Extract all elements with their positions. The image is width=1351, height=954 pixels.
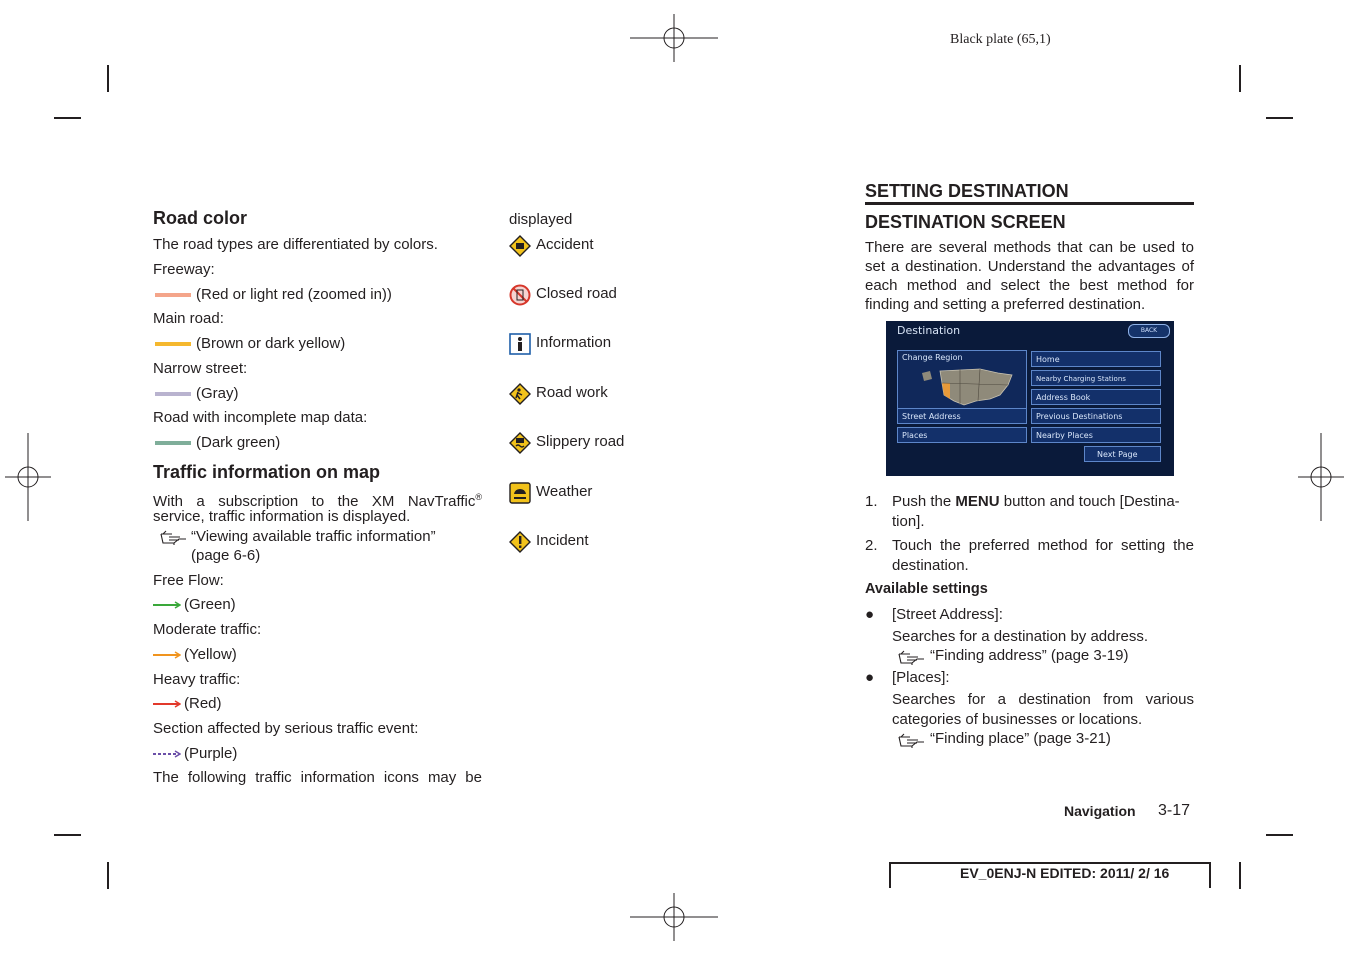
street-address-desc: Searches for a destination by address. — [892, 628, 1148, 645]
back-button: BACK — [1128, 324, 1170, 338]
moderate-desc: (Yellow) — [184, 646, 237, 663]
previous-destinations-button: Previous Destinations — [1031, 408, 1161, 424]
section-title: SETTING DESTINATION — [865, 181, 1069, 201]
heavy-desc: (Red) — [184, 695, 222, 712]
moderate-arrow-icon — [153, 651, 181, 659]
moderate-label: Moderate traffic: — [153, 621, 262, 638]
freeway-label: Freeway: — [153, 261, 215, 278]
home-button: Home — [1031, 351, 1161, 367]
bullet-2: ● — [865, 669, 875, 686]
accident-label: Accident — [536, 236, 594, 253]
incomplete-desc: (Dark green) — [196, 434, 281, 451]
weather-icon — [509, 482, 531, 504]
nearby-charging-button: Nearby Charging Stations — [1031, 370, 1161, 386]
destination-intro: There are several methods that can be used to set a destination. Understand the advantages of each method and select the best method for finding and setting a preferred destination. — [865, 239, 1194, 313]
freeway-swatch — [155, 293, 191, 297]
information-icon — [509, 333, 531, 355]
traffic-ref-line1: “Viewing available traffic information” — [191, 528, 436, 545]
places-desc-line1: Searches for a destination from various — [892, 691, 1194, 708]
narrow-street-label: Narrow street: — [153, 360, 248, 377]
edited-stamp: EV_0ENJ-N EDITED: 2011/ 2/ 16 — [960, 865, 1170, 881]
next-page-button: Next Page — [1084, 446, 1161, 462]
traffic-intro-text: With a subscription to the XM NavTraffic — [153, 493, 476, 510]
street-address-ref: “Finding address” (page 3-19) — [930, 647, 1129, 664]
road-work-label: Road work — [536, 384, 608, 401]
main-road-desc: (Brown or dark yellow) — [196, 335, 346, 352]
traffic-ref-line2: (page 6-6) — [191, 547, 261, 564]
road-color-intro: The road types are differentiated by colors. — [153, 236, 438, 253]
heavy-label: Heavy traffic: — [153, 671, 241, 688]
places-desc-line2: categories of businesses or locations. — [892, 711, 1143, 728]
places-ref: “Finding place” (page 3-21) — [930, 730, 1111, 747]
step-2-line1: Touch the preferred method for setting the — [892, 537, 1194, 554]
reference-hand-icon — [898, 733, 926, 749]
incident-label: Incident — [536, 532, 589, 549]
narrow-street-desc: (Gray) — [196, 385, 239, 402]
narrow-street-swatch — [155, 392, 191, 396]
menu-button-name: MENU — [955, 493, 1000, 510]
nearby-places-button: Nearby Places — [1031, 427, 1161, 443]
heavy-arrow-icon — [153, 700, 181, 708]
registration-mark-left — [5, 433, 51, 521]
registration-mark-right — [1298, 433, 1344, 521]
registration-mark-bottom — [630, 893, 718, 941]
step-1-number: 1. — [865, 493, 878, 510]
places-button: Places — [897, 427, 1027, 443]
change-region-map — [897, 350, 1027, 416]
traffic-heading: Traffic information on map — [153, 462, 381, 482]
incomplete-label: Road with incomplete map data: — [153, 409, 368, 426]
slippery-road-label: Slippery road — [536, 433, 625, 450]
main-road-label: Main road: — [153, 310, 224, 327]
step-1-text-c: button and touch [Destina- — [999, 493, 1180, 510]
step-2-number: 2. — [865, 537, 878, 554]
serious-arrow-icon — [153, 750, 181, 758]
available-settings-heading: Available settings — [865, 581, 988, 597]
freeway-desc: (Red or light red (zoomed in)) — [196, 286, 392, 303]
step-2-line2: destination. — [892, 557, 969, 574]
main-road-swatch — [155, 342, 191, 346]
serious-desc: (Purple) — [184, 745, 238, 762]
following-text: The following traffic information icons may be — [153, 769, 482, 786]
slippery-road-icon — [509, 432, 531, 454]
serious-label: Section affected by serious traffic event: — [153, 720, 419, 737]
page-number: 3-17 — [1158, 802, 1191, 819]
incomplete-swatch — [155, 441, 191, 445]
registered-mark: ® — [475, 492, 482, 502]
information-label: Information — [536, 334, 612, 351]
displayed-text: displayed — [509, 211, 573, 228]
step-1-line1 — [892, 492, 1180, 511]
road-work-icon — [509, 383, 531, 405]
traffic-intro-line2: service, traffic information is displayed. — [153, 508, 411, 525]
footer-section: Navigation — [1064, 803, 1136, 819]
road-color-heading: Road color — [153, 208, 248, 228]
step-1-text-a: Push the — [892, 493, 956, 510]
subsection-title: DESTINATION SCREEN — [865, 212, 1066, 232]
change-region-label: Change Region — [902, 353, 963, 362]
registration-mark-top — [630, 14, 718, 62]
street-address-button: Street Address — [897, 408, 1027, 424]
incident-icon — [509, 531, 531, 553]
step-1-line2: tion]. — [892, 513, 925, 530]
reference-hand-icon — [160, 530, 188, 546]
closed-road-icon — [509, 284, 531, 306]
free-flow-arrow-icon — [153, 601, 181, 609]
bullet-1: ● — [865, 606, 875, 623]
free-flow-label: Free Flow: — [153, 572, 224, 589]
plate-label: Black plate (65,1) — [950, 32, 1051, 47]
closed-road-label: Closed road — [536, 285, 617, 302]
accident-icon — [509, 235, 531, 257]
places-item: [Places]: — [892, 669, 950, 686]
weather-label: Weather — [536, 483, 593, 500]
section-rule — [865, 202, 1194, 205]
reference-hand-icon — [898, 650, 926, 666]
screen-title: Destination — [897, 324, 961, 337]
street-address-item: [Street Address]: — [892, 606, 1003, 623]
free-flow-desc: (Green) — [184, 596, 236, 613]
address-book-button: Address Book — [1031, 389, 1161, 405]
us-map-icon — [920, 365, 1020, 411]
destination-screen-image — [886, 321, 1174, 476]
